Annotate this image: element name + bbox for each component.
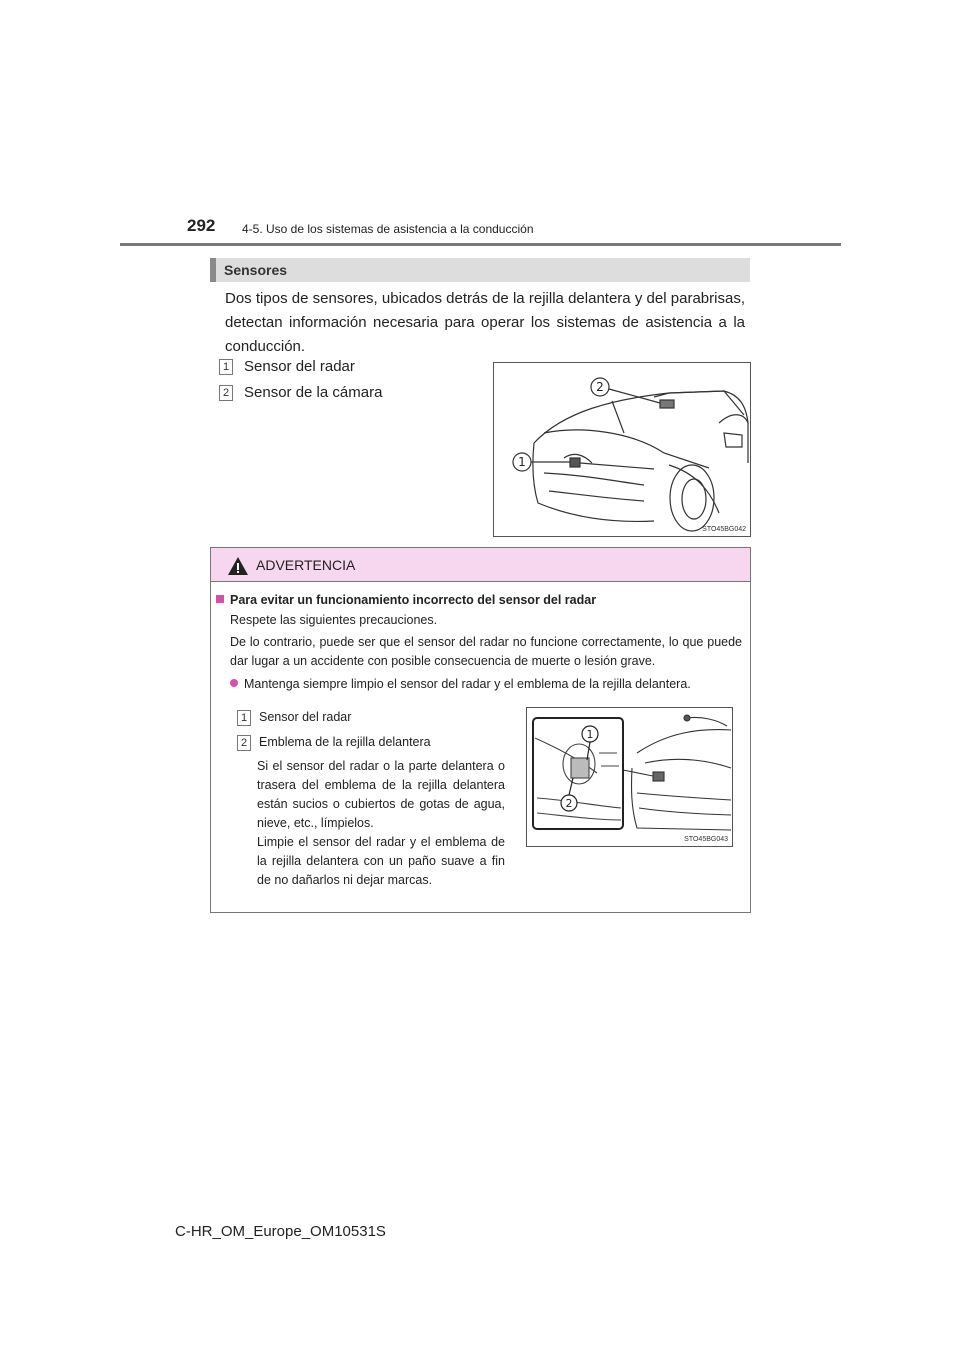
callout-1: 1 bbox=[586, 728, 594, 741]
callout-2: 2 bbox=[596, 380, 604, 394]
document-id: C-HR_OM_Europe_OM10531S bbox=[175, 1223, 386, 1240]
warning-bullet bbox=[230, 675, 745, 694]
car-front-drawing bbox=[494, 363, 750, 536]
emblem-illustration bbox=[526, 707, 733, 847]
section-heading: Sensores bbox=[224, 262, 288, 278]
warning-para-2: Limpie el sensor del radar y el emblema de la rejilla delantera con un paño suave a fin de no dañarlos ni dejar marcas. bbox=[257, 835, 505, 887]
number-badge: 1 bbox=[237, 710, 251, 726]
emblem-drawing bbox=[527, 708, 732, 846]
page-number: 292 bbox=[187, 216, 216, 235]
callout-1: 1 bbox=[518, 455, 526, 469]
number-badge: 2 bbox=[219, 385, 233, 401]
number-badge: 1 bbox=[219, 359, 233, 375]
warning-item-label: Sensor del radar bbox=[259, 710, 352, 724]
figure-code: STO45BG043 bbox=[684, 836, 728, 843]
section-title: 4-5. Uso de los sistemas de asistencia a la conducción bbox=[242, 222, 534, 236]
sensor-item-2 bbox=[219, 384, 382, 401]
warning-heading bbox=[216, 591, 746, 610]
sensor-item-1 bbox=[219, 358, 355, 375]
warning-item-1 bbox=[237, 708, 351, 727]
round-bullet-icon bbox=[230, 679, 238, 687]
sensor-item-label: Sensor de la cámara bbox=[244, 384, 383, 401]
warning-line-1: Respete las siguientes precauciones. bbox=[230, 613, 438, 627]
figure-code: STO45BG042 bbox=[702, 526, 746, 533]
warning-triangle-icon bbox=[227, 556, 249, 576]
warning-header bbox=[211, 548, 750, 582]
warning-title: ADVERTENCIA bbox=[256, 557, 356, 573]
intro-paragraph: Dos tipos de sensores, ubicados detrás de la rejilla delantera y del parabrisas, detectan información necesaria para operar los sistemas de asistencia a la conducción. bbox=[225, 290, 745, 355]
sensor-item-label: Sensor del radar bbox=[244, 358, 355, 375]
callout-2: 2 bbox=[565, 797, 573, 810]
warning-para-1: Si el sensor del radar o la parte delantera o trasera del emblema de la rejilla delantera están sucios o cubiertos de gotas de agua, nieve, etc., límpielos. bbox=[257, 759, 505, 830]
number-badge: 2 bbox=[237, 735, 251, 751]
warning-bullet-text: Mantenga siempre limpio el sensor del radar y el emblema de la rejilla delantera. bbox=[244, 677, 691, 691]
section-heading-bar bbox=[210, 258, 750, 282]
section-heading-accent bbox=[210, 258, 216, 282]
warning-heading-text: Para evitar un funcionamiento incorrecto del sensor del radar bbox=[230, 593, 597, 607]
car-sensor-illustration bbox=[493, 362, 751, 537]
warning-item-2 bbox=[237, 733, 431, 752]
warning-line-2: De lo contrario, puede ser que el sensor del radar no funcione correctamente, lo que puede dar lugar a un accidente con posible consecuencia de muerte o lesión grave. bbox=[230, 635, 742, 668]
header-divider bbox=[120, 243, 841, 246]
warning-item-label: Emblema de la rejilla delantera bbox=[259, 735, 431, 749]
square-bullet-icon bbox=[216, 595, 224, 603]
